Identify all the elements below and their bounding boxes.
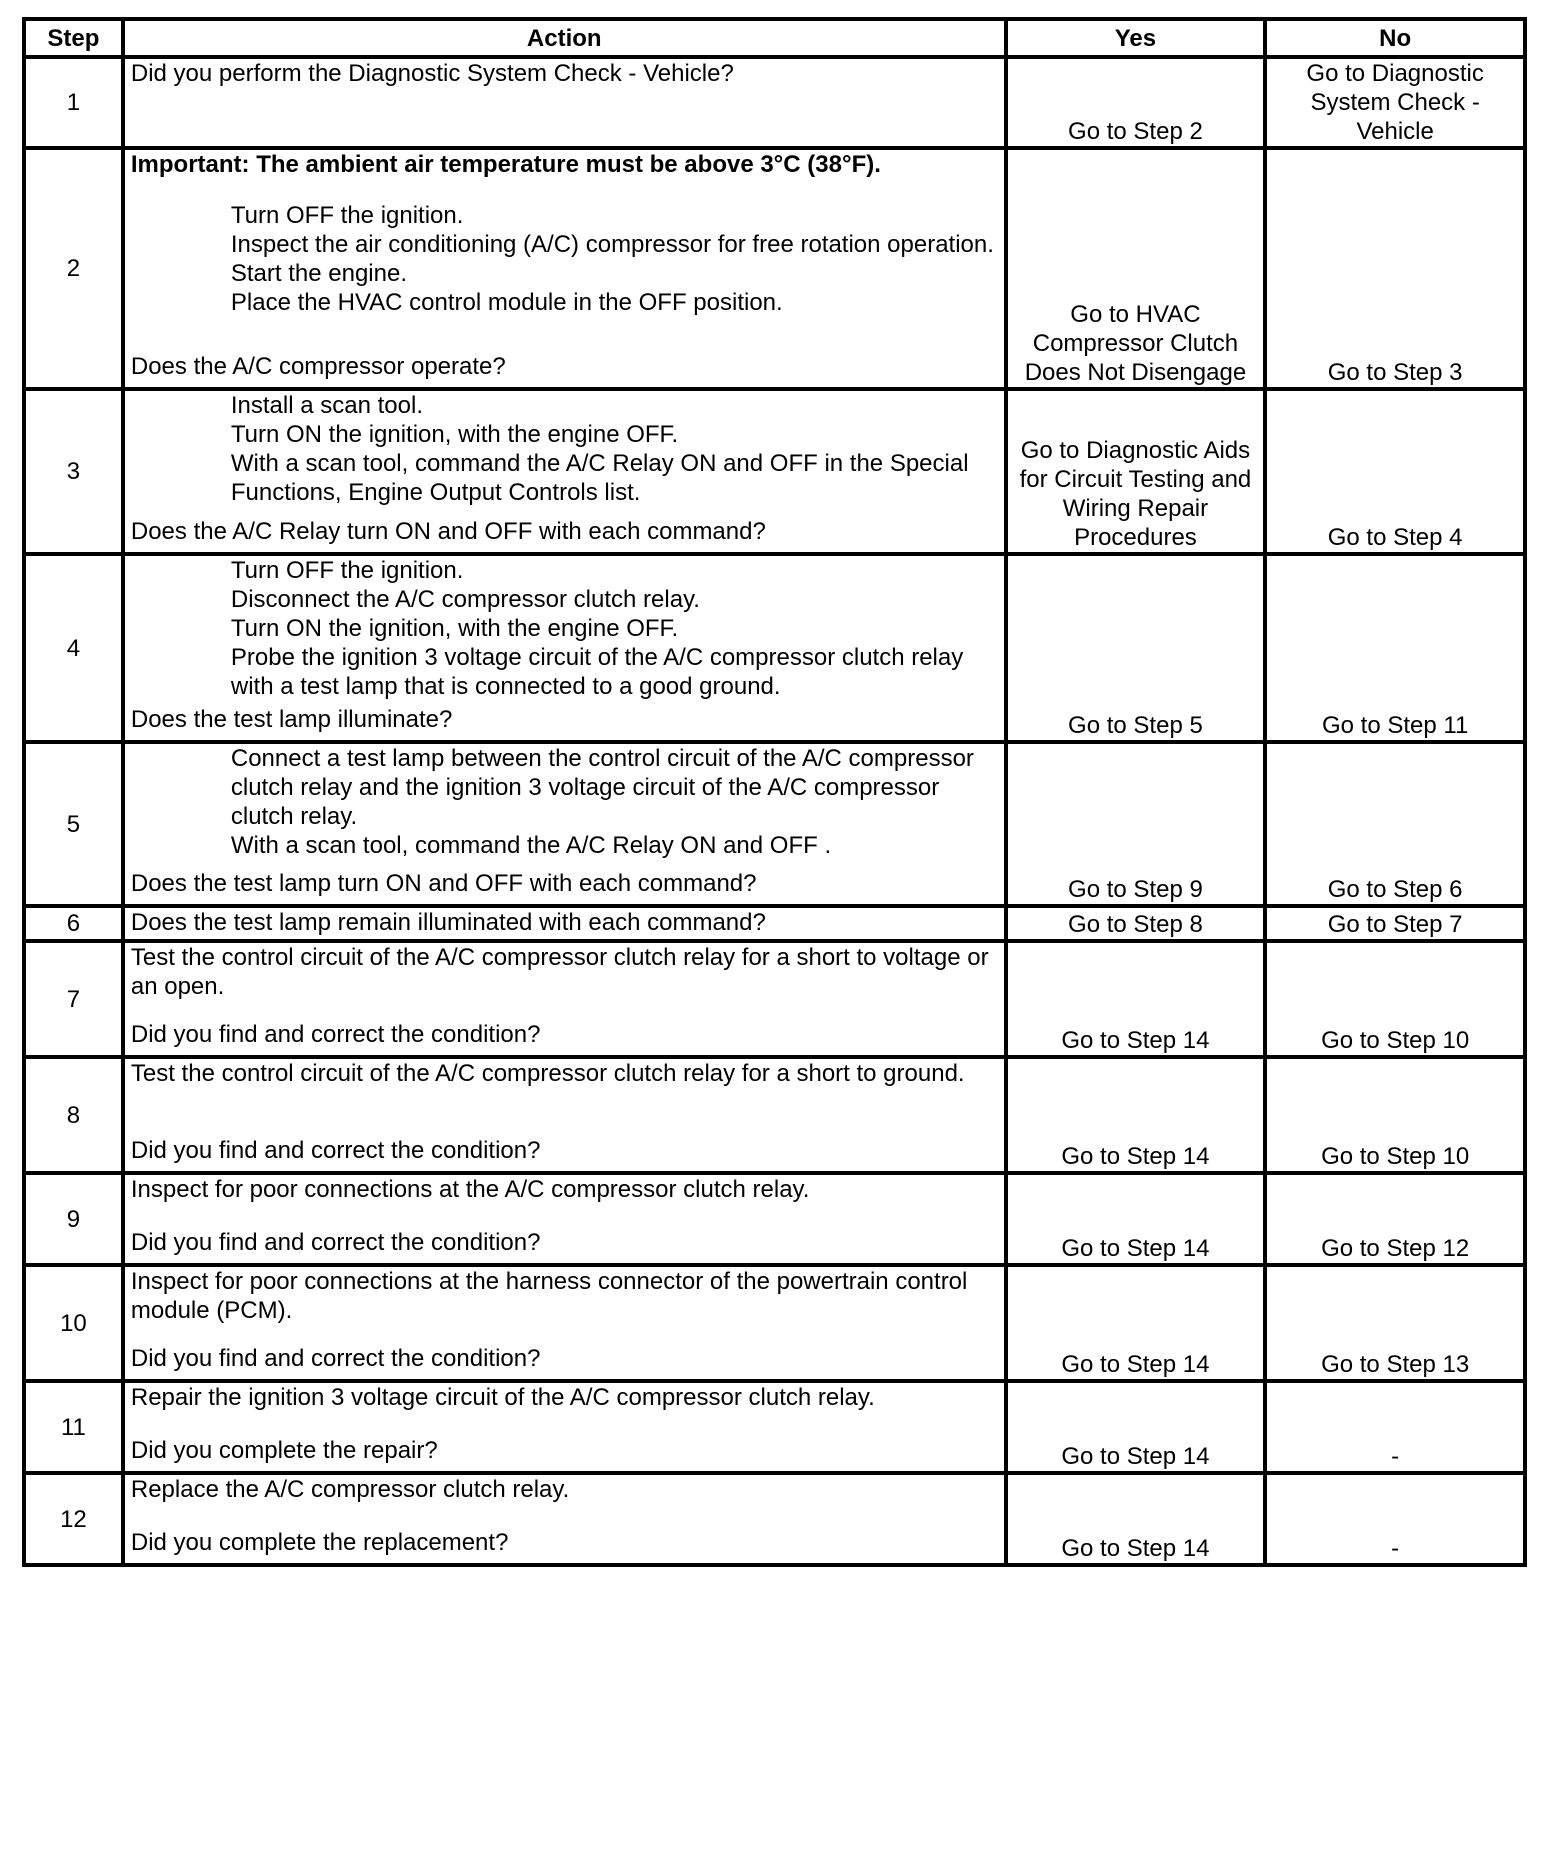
- action-steps-list: [131, 391, 998, 507]
- action-step-item: Connect a test lamp between the control circuit of the A/C compressor clutch relay and the ignition 3 voltage circuit of the A/C compressor clutch relay.: [230, 745, 974, 830]
- step-number: 7: [24, 941, 123, 1057]
- action-question: Did you find and correct the condition?: [130, 1021, 541, 1048]
- action-step-item: Install a scan tool.: [230, 392, 423, 419]
- action-step-item: Turn ON the ignition, with the engine OFF.: [230, 421, 679, 448]
- action-steps-list: [131, 744, 998, 860]
- step-number: 3: [24, 389, 123, 554]
- diagnostic-table: [22, 17, 1527, 1567]
- action-question: Does the A/C Relay turn ON and OFF with each command?: [130, 518, 766, 545]
- yes-result: Go to Step 14: [1006, 1173, 1266, 1265]
- action-text: Test the control circuit of the A/C compressor clutch relay for a short to voltage or an open.: [130, 944, 989, 1000]
- no-result: Go to Step 4: [1265, 389, 1525, 554]
- action-cell: [123, 148, 1006, 389]
- yes-result: Go to Step 8: [1006, 906, 1266, 941]
- yes-result: Go to Step 2: [1006, 57, 1266, 148]
- action-step-item: With a scan tool, command the A/C Relay ON and OFF in the Special Functions, Engine Output Controls list.: [230, 450, 969, 506]
- no-result: Go to Step 10: [1265, 941, 1525, 1057]
- no-result: -: [1265, 1381, 1525, 1473]
- step-number: 2: [24, 148, 123, 389]
- table-row: [24, 1057, 1525, 1173]
- yes-result: Go to Step 9: [1006, 742, 1266, 906]
- action-question: Did you complete the replacement?: [130, 1529, 509, 1556]
- action-step-item: Turn ON the ignition, with the engine OFF.: [230, 615, 679, 642]
- action-cell: [123, 57, 1006, 148]
- action-cell: [123, 1057, 1006, 1173]
- action-step-item: Disconnect the A/C compressor clutch relay.: [230, 586, 700, 613]
- action-cell: [123, 1473, 1006, 1565]
- no-result: Go to Step 7: [1265, 906, 1525, 941]
- action-cell: [123, 1173, 1006, 1265]
- header-no: No: [1265, 19, 1525, 57]
- action-cell: [123, 1265, 1006, 1381]
- table-row: [24, 389, 1525, 554]
- action-step-item: Inspect the air conditioning (A/C) compressor for free rotation operation.: [230, 231, 994, 258]
- table-row: [24, 941, 1525, 1057]
- no-result: Go to Step 13: [1265, 1265, 1525, 1381]
- header-step: Step: [24, 19, 123, 57]
- action-text: Repair the ignition 3 voltage circuit of the A/C compressor clutch relay.: [130, 1384, 875, 1411]
- table-row: [24, 742, 1525, 906]
- yes-result: Go to HVAC Compressor Clutch Does Not Disengage: [1006, 148, 1266, 389]
- yes-result: Go to Step 14: [1006, 1265, 1266, 1381]
- yes-result: Go to Step 14: [1006, 1381, 1266, 1473]
- important-note: Important: The ambient air temperature must be above 3°C (38°F).: [130, 151, 881, 178]
- action-text: Test the control circuit of the A/C compressor clutch relay for a short to ground.: [130, 1060, 965, 1087]
- table-row: [24, 57, 1525, 148]
- step-number: 11: [24, 1381, 123, 1473]
- action-step-item: Probe the ignition 3 voltage circuit of the A/C compressor clutch relay with a test lamp that is connected to a good ground.: [230, 644, 964, 700]
- header-row: [24, 19, 1525, 57]
- no-result: -: [1265, 1473, 1525, 1565]
- action-step-item: Start the engine.: [230, 260, 407, 287]
- action-steps-list: [131, 556, 998, 701]
- yes-result: Go to Step 14: [1006, 1473, 1266, 1565]
- no-result: Go to Step 3: [1265, 148, 1525, 389]
- action-text: Does the test lamp remain illuminated with each command?: [130, 909, 766, 936]
- step-number: 5: [24, 742, 123, 906]
- step-number: 8: [24, 1057, 123, 1173]
- step-number: 12: [24, 1473, 123, 1565]
- header-yes: Yes: [1006, 19, 1266, 57]
- no-result: Go to Step 11: [1265, 554, 1525, 742]
- action-step-item: Place the HVAC control module in the OFF position.: [230, 289, 783, 316]
- action-step-item: Turn OFF the ignition.: [230, 202, 464, 229]
- action-steps-list: [131, 201, 998, 317]
- step-number: 10: [24, 1265, 123, 1381]
- action-cell: [123, 742, 1006, 906]
- action-text: Replace the A/C compressor clutch relay.: [130, 1476, 570, 1503]
- action-step-item: With a scan tool, command the A/C Relay ON and OFF .: [230, 832, 832, 859]
- action-question: Does the test lamp illuminate?: [130, 706, 453, 733]
- step-number: 6: [24, 906, 123, 941]
- table-row: [24, 148, 1525, 389]
- action-question: Did you find and correct the condition?: [130, 1345, 541, 1372]
- table-row: [24, 906, 1525, 941]
- no-result: Go to Step 12: [1265, 1173, 1525, 1265]
- no-result: Go to Step 10: [1265, 1057, 1525, 1173]
- action-cell: [123, 389, 1006, 554]
- action-cell: [123, 906, 1006, 941]
- action-question: Does the A/C compressor operate?: [130, 353, 506, 380]
- action-question: Did you find and correct the condition?: [130, 1137, 541, 1164]
- table-row: [24, 554, 1525, 742]
- table-row: [24, 1173, 1525, 1265]
- action-cell: [123, 941, 1006, 1057]
- action-cell: [123, 1381, 1006, 1473]
- step-number: 9: [24, 1173, 123, 1265]
- action-step-item: Turn OFF the ignition.: [230, 557, 464, 584]
- step-number: 1: [24, 57, 123, 148]
- yes-result: Go to Diagnostic Aids for Circuit Testing and Wiring Repair Procedures: [1006, 389, 1266, 554]
- action-text: Inspect for poor connections at the A/C compressor clutch relay.: [130, 1176, 810, 1203]
- table-body: [24, 57, 1525, 1565]
- action-question: Does the test lamp turn ON and OFF with each command?: [130, 870, 757, 897]
- action-question: Did you complete the repair?: [130, 1437, 438, 1464]
- yes-result: Go to Step 14: [1006, 1057, 1266, 1173]
- diagnostic-table-container: [22, 17, 1527, 1567]
- action-cell: [123, 554, 1006, 742]
- step-number: 4: [24, 554, 123, 742]
- no-result: Go to Diagnostic System Check - Vehicle: [1265, 57, 1525, 148]
- yes-result: Go to Step 14: [1006, 941, 1266, 1057]
- table-row: [24, 1381, 1525, 1473]
- table-row: [24, 1265, 1525, 1381]
- header-action: Action: [123, 19, 1006, 57]
- table-row: [24, 1473, 1525, 1565]
- yes-result: Go to Step 5: [1006, 554, 1266, 742]
- action-text: Inspect for poor connections at the harness connector of the powertrain control module (PCM).: [130, 1268, 968, 1324]
- action-question: Did you find and correct the condition?: [130, 1229, 541, 1256]
- action-text: Did you perform the Diagnostic System Check - Vehicle?: [130, 60, 734, 87]
- no-result: Go to Step 6: [1265, 742, 1525, 906]
